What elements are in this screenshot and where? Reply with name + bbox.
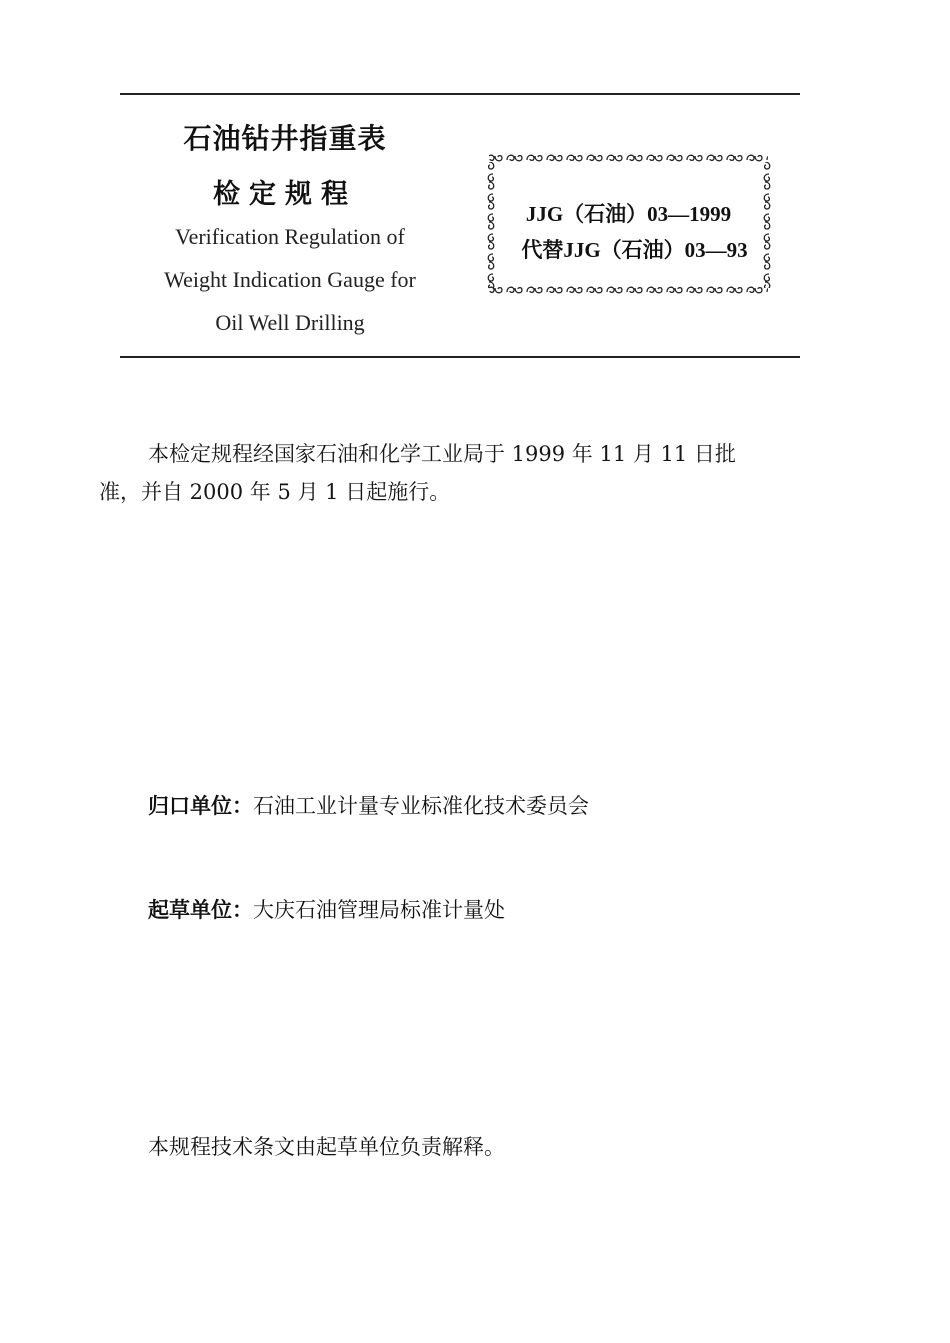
responsible-unit-label: 归口单位：: [148, 794, 253, 818]
bottom-rule: [120, 356, 800, 358]
standard-code-box: [485, 152, 772, 298]
title-english-line2: Weight Indication Gauge for: [164, 267, 416, 292]
title-chinese: 石油钻井指重表: [183, 122, 387, 155]
drafting-unit-value: 大庆石油管理局标准计量处: [253, 898, 505, 922]
replaced-standard-code: 代替JJG（石油）03—93: [521, 238, 748, 262]
drafting-unit-row: [148, 894, 505, 924]
drafting-unit-label: 起草单位：: [148, 898, 253, 922]
subtitle-chinese: 检定规程: [213, 179, 357, 210]
approval-text-line1: 本检定规程经国家石油和化学工业局于 1999 年 11 月 11 日批: [148, 442, 736, 466]
approval-text-line2: 准，并自 2000 年 5 月 1 日起施行。: [99, 480, 451, 504]
top-rule: [120, 93, 800, 95]
responsible-unit-value: 石油工业计量专业标准化技术委员会: [253, 794, 589, 818]
title-english-line3: Oil Well Drilling: [215, 310, 365, 335]
title-english-line1: Verification Regulation of: [175, 224, 405, 249]
interpretation-note: 本规程技术条文由起草单位负责解释。: [148, 1135, 505, 1159]
standard-code: JJG（石油）03—1999: [525, 202, 732, 226]
responsible-unit-row: [148, 790, 589, 820]
